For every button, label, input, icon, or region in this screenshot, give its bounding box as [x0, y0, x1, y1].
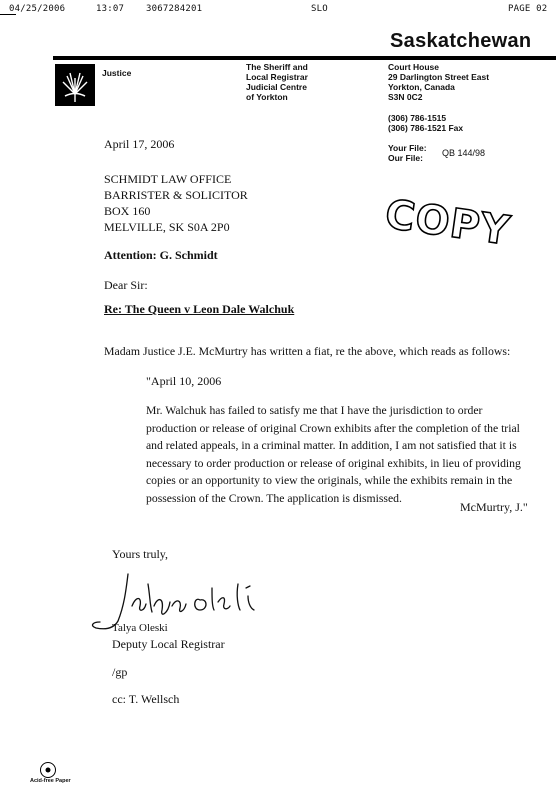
- recipient-line-3: BOX 160: [104, 204, 151, 218]
- ministry-name: Justice: [102, 68, 132, 78]
- office-line-2: Local Registrar: [246, 72, 308, 82]
- cc-line: cc: T. Wellsch: [112, 692, 180, 706]
- letterhead-rule: [53, 56, 556, 60]
- address-line-3: Yorkton, Canada: [388, 82, 455, 92]
- quote-line-6: possession of the Crown. The application is dismissed.: [146, 491, 402, 505]
- re-line: Re: The Queen v Leon Dale Walchuk: [104, 302, 295, 316]
- province-name: Saskatchewan: [390, 30, 532, 52]
- fax-time: 13:07: [96, 4, 125, 14]
- letter-date: April 17, 2006: [104, 137, 175, 151]
- recipient-line-2: BARRISTER & SOLICITOR: [104, 188, 248, 202]
- signer-name: Talya Oleski: [112, 622, 168, 634]
- fax-number: 3067284201: [146, 4, 203, 14]
- recipient-line-4: MELVILLE, SK S0A 2P0: [104, 220, 230, 234]
- fax-underline: [0, 14, 16, 15]
- fax-number-letterhead: (306) 786-1521 Fax: [388, 123, 464, 133]
- closing: Yours truly,: [112, 547, 169, 561]
- office-line-4: of Yorkton: [246, 92, 288, 102]
- phone-number: (306) 786-1515: [388, 113, 447, 123]
- recipient-line-1: SCHMIDT LAW OFFICE: [104, 172, 232, 186]
- file-number: QB 144/98: [442, 148, 486, 158]
- our-file-label: Our File:: [388, 153, 423, 163]
- your-file-label: Your File:: [388, 143, 427, 153]
- office-line-3: Judicial Centre: [246, 82, 307, 92]
- wheat-sheaf-logo-icon: [55, 64, 95, 106]
- quote-line-5: copies or an opportunity to view the originals, while the exhibits remain in the: [146, 474, 513, 487]
- quote-line-4: necessary to order production or release of original exhibits, in lieu of providing: [146, 456, 521, 470]
- fax-date: 04/25/2006: [9, 4, 66, 14]
- quote-line-1: Mr. Walchuk has failed to satisfy me that I have the jurisdiction to order: [146, 404, 483, 417]
- address-line-2: 29 Darlington Street East: [388, 72, 490, 82]
- signer-title: Deputy Local Registrar: [112, 637, 225, 651]
- fax-station: SLO: [311, 4, 328, 14]
- fax-page: PAGE 02: [508, 4, 548, 14]
- recycle-logo-icon: [40, 762, 56, 778]
- office-line-1: The Sheriff and: [246, 62, 308, 72]
- address-line-4: S3N 0C2: [388, 92, 423, 102]
- intro-paragraph: Madam Justice J.E. McMurtry has written a fiat, re the above, which reads as follows:: [104, 344, 511, 358]
- quote-date: "April 10, 2006: [146, 374, 222, 388]
- attention-line: Attention: G. Schmidt: [104, 248, 218, 262]
- typist-initials: /gp: [112, 665, 128, 679]
- copy-stamp: COPY: [382, 191, 514, 255]
- quote-line-3: and related appeals, in a criminal matter. In addition, I am not satisfied that it is: [146, 439, 517, 452]
- paper-label: Acid-free Paper: [30, 778, 71, 784]
- quote-line-2: production or release of original Crown exhibits after the completion of the trial: [146, 421, 520, 435]
- address-line-1: Court House: [388, 62, 439, 72]
- quote-paragraph: [146, 402, 532, 507]
- quote-signoff: McMurtry, J.": [460, 500, 528, 514]
- salutation: Dear Sir:: [104, 278, 148, 292]
